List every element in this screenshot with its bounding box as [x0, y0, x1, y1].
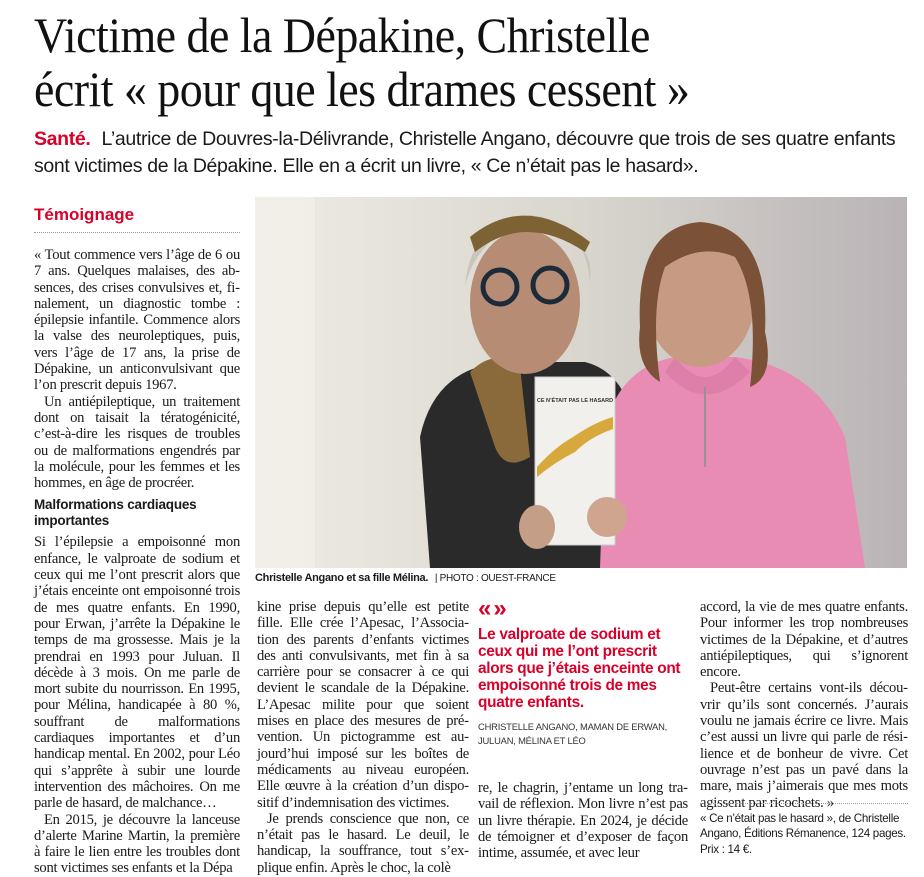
column-1 [34, 247, 240, 877]
paragraph: re, le chagrin, j’entame un long travail de réflexion. Mon livre n’est pas un livre thérapie. En 2024, je décide de témoigner et d’exposer de façon intime, assumée, et avec leur [478, 780, 688, 862]
paragraph: kine prise depuis qu’elle est petite fille. Elle crée l’Apesac, l’Association des parents d’enfants victimes des anti convulsivants, met fin à sa carrière pour se consacrer à ce qui devient le scandale de la Dépakine. L’Apesac milite pour que soient mises en place des mesures de prévention. Un pictogramme est aujourd’hui imposé sur les boîtes de médicaments au niveau européen. Elle œuvre à la création d’un dispositif d’indemnisation des victimes. [257, 599, 469, 811]
mother-hand [519, 505, 555, 549]
wall-light [255, 197, 315, 568]
caption-text: Christelle Angano et sa fille Mélina. [255, 572, 429, 584]
pull-quote-attribution: CHRISTELLE ANGANO, MAMAN DE ERWAN, JULUAN, MÉLINA ET LÉO [478, 721, 668, 746]
paragraph: En 2015, je découvre la lanceuse d’alerte Marine Martin, la première à faire le lien entre les troubles dont sont victimes ses enfants et la Dépa [34, 811, 240, 877]
column-4 [700, 599, 908, 811]
column-2 [257, 599, 469, 876]
headline [34, 8, 844, 116]
standfirst-text: L’autrice de Douvres-la-Délivrande, Christelle Angano, découvre que trois de ses quatre enfants sont victimes de la Dépakine. Elle en a écrit un livre, « Ce n’était pas le hasard». [34, 128, 896, 177]
photo-credit: | PHOTO : OUEST-FRANCE [434, 573, 556, 584]
photo-illustration [255, 197, 907, 568]
paragraph: Je prends conscience que non, ce n’était pas le hasard. Le deuil, le handicap, la souffrance, tout s’explique enfin. Après le choc, la colè [257, 810, 469, 876]
paragraph: Si l’épilepsie a empoisonné mon enfance, le valproate de sodium et ceux qui me l’ont prescrit alors que j’étais enceinte ont empoisonné trois de mes quatre enfants. En 1990, pour Erwan, j’arrête la Dépakine le temps de ma grossesse. Mais je la prendrai en 1993 pour Juluan. Il décède à 3 mois. On me parle de mort subite du nourrisson. En 1995, pour Mélina, handicapée à 80 %, souffrant de malformations cardiaques importantes et d’un handicap mental. En 2002, pour Léo qui s’apprête à subir une lourde intervention des mâchoires. On me parle de hasard, de malchance… [34, 534, 240, 812]
paragraph: « Tout commence vers l’âge de 6 ou 7 ans. Quelques malaises, des absences, des crises convulsives et, finalement, un diagnostic tombe : épilepsie infantile. Commence alors la valse des neuroleptiques, puis, vers l’âge de 17 ans, la prise de Dépakine, un anticonvulsivant que l’on prescrit depuis 1967. [34, 247, 240, 394]
daughter-hand [587, 497, 627, 537]
paragraph: accord, la vie de mes quatre enfants. Pour informer les trop nombreuses victimes de la Dépakine, et d’autres antiépileptiques, qui s’ignorent encore. [700, 599, 908, 681]
mother-face [470, 230, 580, 374]
headline-line-2: écrit « pour que les drames cessent » [34, 61, 690, 117]
photo-caption [255, 572, 915, 584]
section-label: Témoignage [34, 205, 240, 233]
pull-quote-text: Le valproate de sodium et ceux qui me l’ont prescrit alors que j’étais enceinte ont empoisonné trois de mes quatre enfants. [478, 626, 681, 711]
kicker-label: Santé. [34, 128, 91, 150]
headline-line-1: Victime de la Dépakine, Christelle [34, 7, 650, 63]
quote-marks-icon: «» [478, 595, 509, 622]
column-3 [478, 780, 688, 861]
intertitle: Malformations cardiaques importantes [34, 497, 197, 529]
paragraph: Peut-être certains vont-ils découvrir qu’ils sont concernés. J’aurais voulu ne jamais écrire ce livre. Mais c’est aussi un livre qui parle de résilience et de bonheur de vivre. Cet ouvrage n’est pas un pavé dans la mare, mais j’aimerais que mes mots agissent par ricochets. » [700, 680, 908, 811]
book-title: CE N’ÉTAIT PAS LE HASARD [536, 398, 614, 404]
book-info: « Ce n’était pas le hasard », de Christelle Angano, Éditions Rémanence, 124 pages. Prix : 14 €. [700, 803, 908, 857]
paragraph: Un antiépileptique, un traitement dont on taisait la tératogénicité, c’est-à-dire les risques de troubles ou de malformations engendrés par la molécule, pour les femmes et les hommes, en âge de procréer. [34, 393, 240, 492]
pull-quote [478, 595, 690, 748]
article-photo [255, 197, 907, 568]
standfirst [34, 126, 914, 180]
